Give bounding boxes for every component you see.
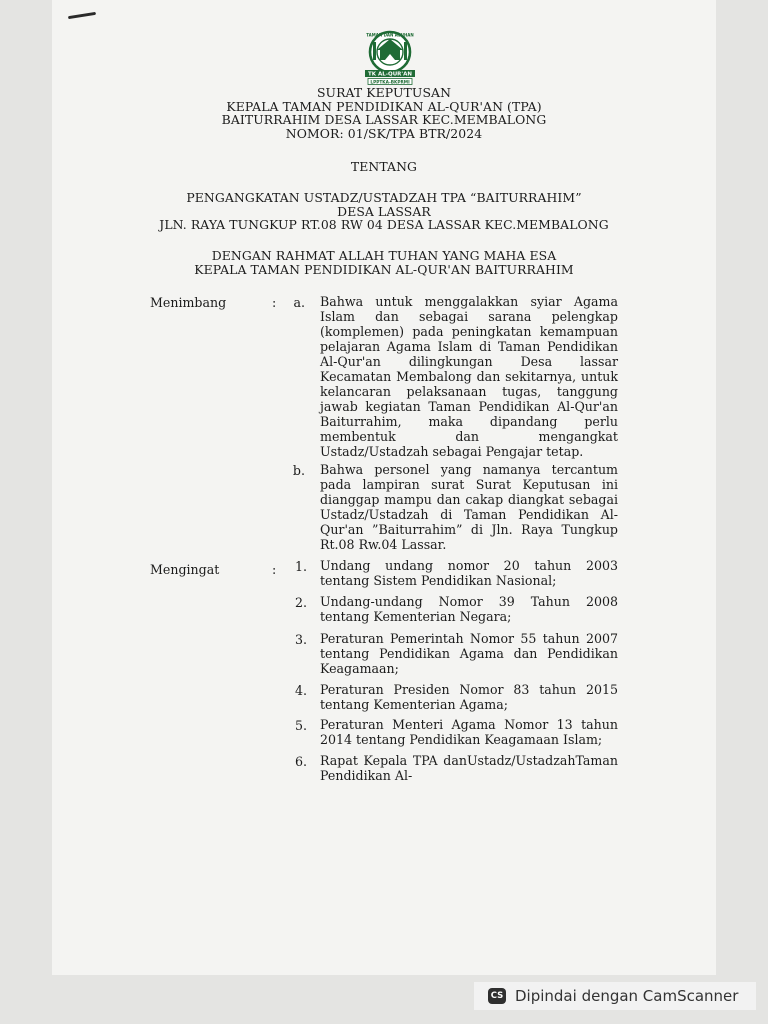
mengingat-item-text: Undang-undang Nomor 39 Tahun 2008 tentang Kementerian Negara; (320, 594, 618, 624)
menimbang-label: Menimbang (150, 295, 227, 310)
mengingat-item-mark: 6. (294, 754, 307, 769)
header-location: BAITURRAHIM DESA LASSAR KEC.MEMBALONG (221, 112, 547, 127)
menimbang-item-text: Bahwa untuk menggalakkan syiar Agama Islam dan sebagai sarana pelengkap (komplemen) pada peningkatan kemampuan pelajaran Agama Islam di Taman Pendidikan Al-Qur'an dilingkungan Desa lassar Kecamatan Membalong dan sekitarnya, untuk kelancaran pelaksanaan tugas, tanggung jawab kegiatan Taman Pendidikan Al-Qur'an Baiturrahim, maka dipandang perlu membentuk dan mengangkat Ustadz/Ustadzah sebagai Pengajar tetap. (320, 294, 618, 459)
header-institution: KEPALA TAMAN PENDIDIKAN AL-QUR'AN (TPA) (226, 98, 542, 114)
subject-line-1: PENGANGKATAN USTADZ/USTADZAH TPA “BAITURRAHIM” (186, 190, 582, 205)
subject-line-3: JLN. RAYA TUNGKUP RT.08 RW 04 DESA LASSAR KEC.MEMBALONG (159, 217, 609, 232)
menimbang-item-text: Bahwa personel yang namanya tercantum pada lampiran surat Surat Keputusan ini dianggap mampu dan cakap diangkat sebagai Ustadz/Ustadzah di Taman Pendidikan Al-Qur'an ”Baiturrahim” di Jln. Raya Tungkup Rt.08 Rw.04 Lassar. (320, 462, 618, 552)
mengingat-label: Mengingat (150, 562, 220, 577)
mengingat-item-text: Peraturan Pemerintah Nomor 55 tahun 2007 tentang Pendidikan Agama dan Pendidikan Keagamaan; (320, 631, 618, 676)
mengingat-item-text: Peraturan Presiden Nomor 83 tahun 2015 tentang Kementerian Agama; (320, 682, 618, 712)
mengingat-item-mark: 4. (294, 683, 307, 698)
mengingat-item-mark: 3. (294, 632, 307, 647)
mengingat-colon: : (272, 562, 277, 577)
header-title: SURAT KEPUTUSAN (316, 85, 452, 100)
menimbang-item-mark: a. (293, 295, 305, 310)
camscanner-text: Dipindai dengan CamScanner (515, 987, 739, 1005)
mengingat-item-text: Undang undang nomor 20 tahun 2003 tentang Sistem Pendidikan Nasional; (320, 558, 618, 588)
tpa-logo (359, 30, 421, 86)
mengingat-item-text: Peraturan Menteri Agama Nomor 13 tahun 2014 tentang Pendidikan Keagamaan Islam; (320, 717, 618, 747)
preamble-line-2: KEPALA TAMAN PENDIDIKAN AL-QUR'AN BAITURRAHIM (194, 261, 574, 277)
logo-top-arc-text: TAMAN DAN ASUHAN (366, 32, 414, 38)
decree-subject (52, 191, 716, 232)
logo-ribbon-text: TK AL-QUR'AN (368, 71, 412, 78)
mengingat-item-mark: 1. (294, 559, 307, 574)
preamble-line-1: DENGAN RAHMAT ALLAH TUHAN YANG MAHA ESA (211, 248, 557, 263)
tentang-heading: TENTANG (350, 159, 418, 174)
header-number: NOMOR: 01/SK/TPA BTR/2024 (285, 125, 483, 141)
camscanner-icon: CS (488, 988, 506, 1004)
preamble (52, 249, 716, 276)
mengingat-item-mark: 2. (294, 595, 307, 610)
camscanner-watermark (474, 982, 756, 1010)
menimbang-colon: : (272, 295, 277, 310)
subject-line-2: DESA LASSAR (337, 203, 431, 219)
mengingat-item-text: Rapat Kepala TPA danUstadz/UstadzahTaman Pendidikan Al- (320, 753, 618, 783)
menimbang-item-mark: b. (292, 463, 305, 478)
decree-header (52, 86, 716, 140)
mengingat-item-mark: 5. (294, 718, 307, 733)
logo-band-text: LPPTKA-BKPRMI (370, 80, 410, 86)
